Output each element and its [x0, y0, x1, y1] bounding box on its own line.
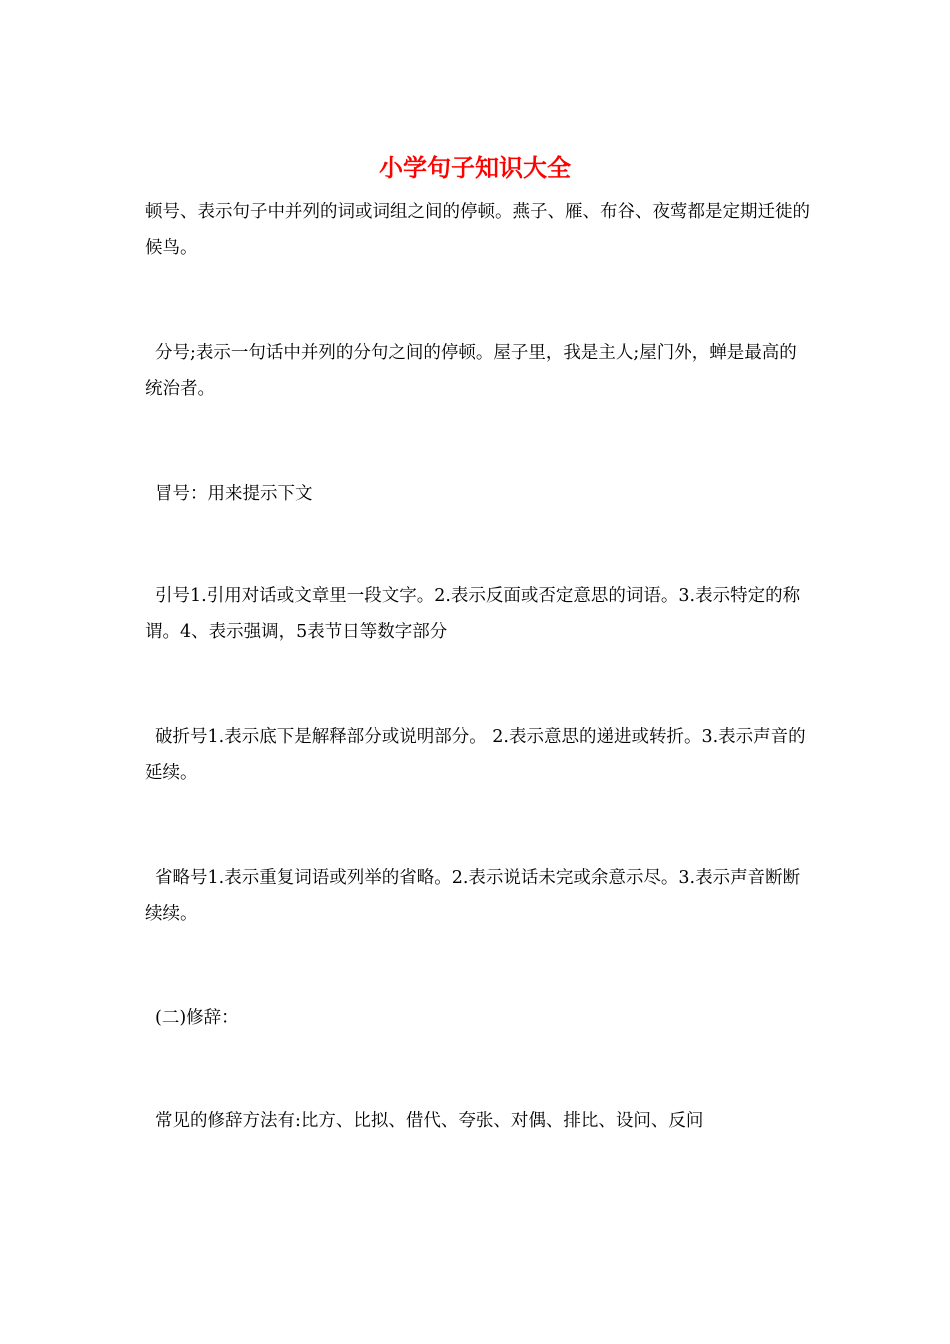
document-title: 小学句子知识大全 — [379, 153, 571, 182]
paragraph-fenhao: 分号;表示一句话中并列的分句之间的停顿。屋子里，我是主人;屋门外，蝉是最高的统治者。 — [145, 343, 797, 399]
paragraph-pozhehao: 破折号1.表示底下是解释部分或说明部分。 2.表示意思的递进或转折。3.表示声音的延续。 — [145, 727, 806, 783]
paragraph-xiuci-methods: 常见的修辞方法有:比方、比拟、借代、夸张、对偶、排比、设问、反问 — [155, 1111, 704, 1131]
section-heading-xiuci: (二)修辞： — [155, 1008, 239, 1028]
paragraph-yinhao: 引号1.引用对话或文章里一段文字。2.表示反面或否定意思的词语。3.表示特定的称谓。4、表示强调，5表节日等数字部分 — [145, 586, 801, 642]
paragraph-maohao: 冒号：用来提示下文 — [155, 484, 313, 504]
paragraph-shenglvehao: 省略号1.表示重复词语或列举的省略。2.表示说话未完或余意示尽。3.表示声音断断续续。 — [145, 868, 801, 924]
paragraph-dunhao: 顿号、表示句子中并列的词或词组之间的停顿。燕子、雁、布谷、夜莺都是定期迁徙的候鸟。 — [145, 202, 810, 258]
